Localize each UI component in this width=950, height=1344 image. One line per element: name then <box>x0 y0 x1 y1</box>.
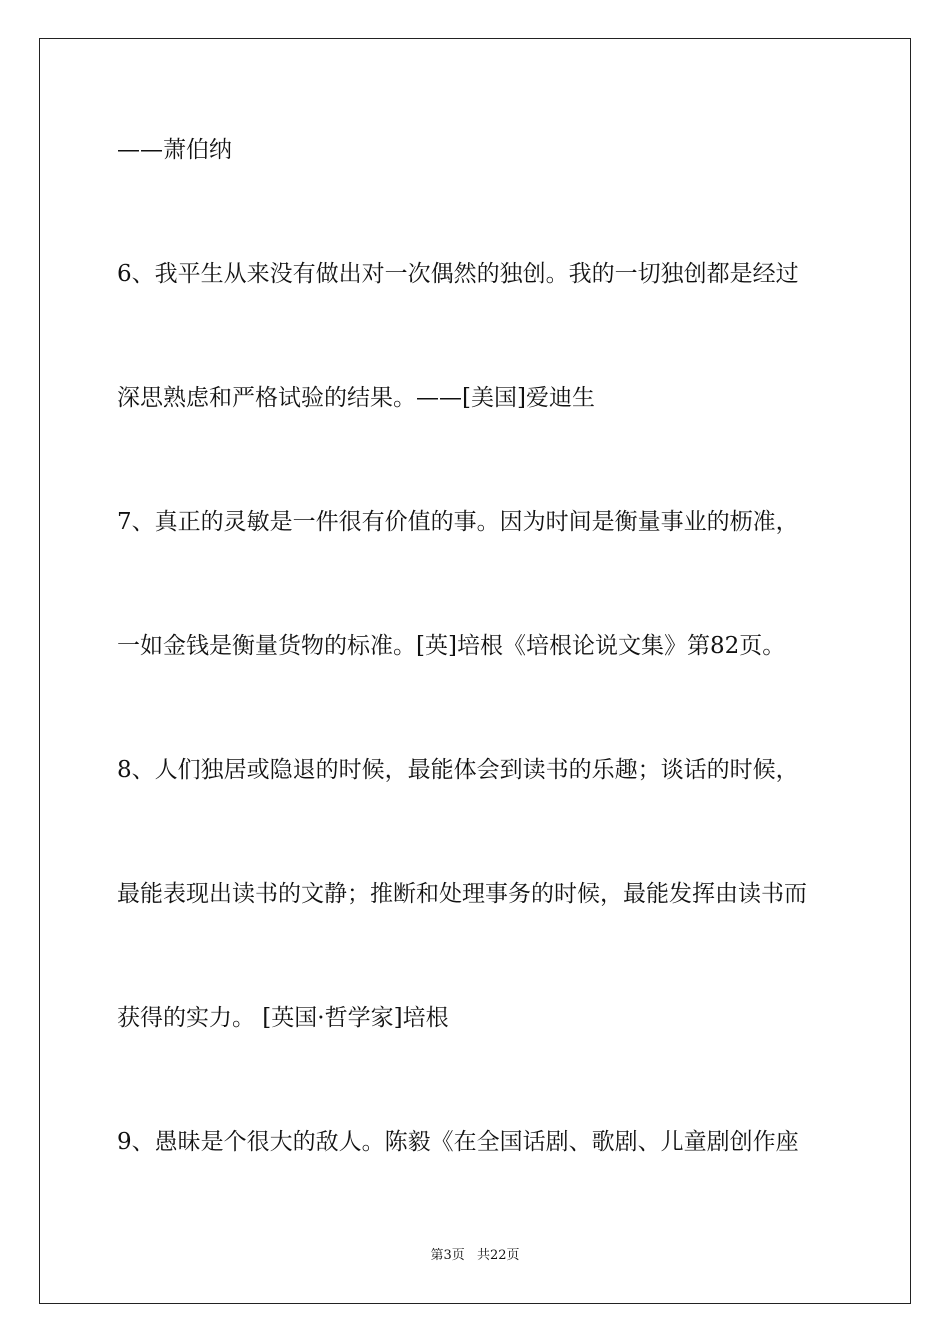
page-footer <box>0 1247 950 1265</box>
text-line: 6、我平生从来没有做出对一次偶然的独创。我的一切独创都是经过 <box>117 261 799 287</box>
text-line: 获得的实力。 [英国·哲学家]培根 <box>117 1005 449 1031</box>
text-line: 8、人们独居或隐退的时候，最能体会到读书的乐趣；谈话的时候， <box>117 757 799 783</box>
text-line: 7、真正的灵敏是一件很有价值的事。因为时间是衡量事业的枥准， <box>117 509 799 535</box>
text-line: 9、愚昧是个很大的敌人。陈毅《在全国话剧、歌剧、儿童剧创作座 <box>117 1129 799 1155</box>
text-line: 最能表现出读书的文静；推断和处理事务的时候，最能发挥由读书而 <box>117 881 807 907</box>
text-line: ——萧伯纳 <box>117 137 232 163</box>
page-border <box>39 38 911 1304</box>
text-line: 深思熟虑和严格试验的结果。——[美国]爱迪生 <box>117 385 595 411</box>
page-total: 共22页 <box>476 1248 520 1263</box>
text-line: 一如金钱是衡量货物的标准。[英]培根《培根论说文集》第82页。 <box>117 633 786 659</box>
page-number: 第3页 <box>430 1248 465 1263</box>
